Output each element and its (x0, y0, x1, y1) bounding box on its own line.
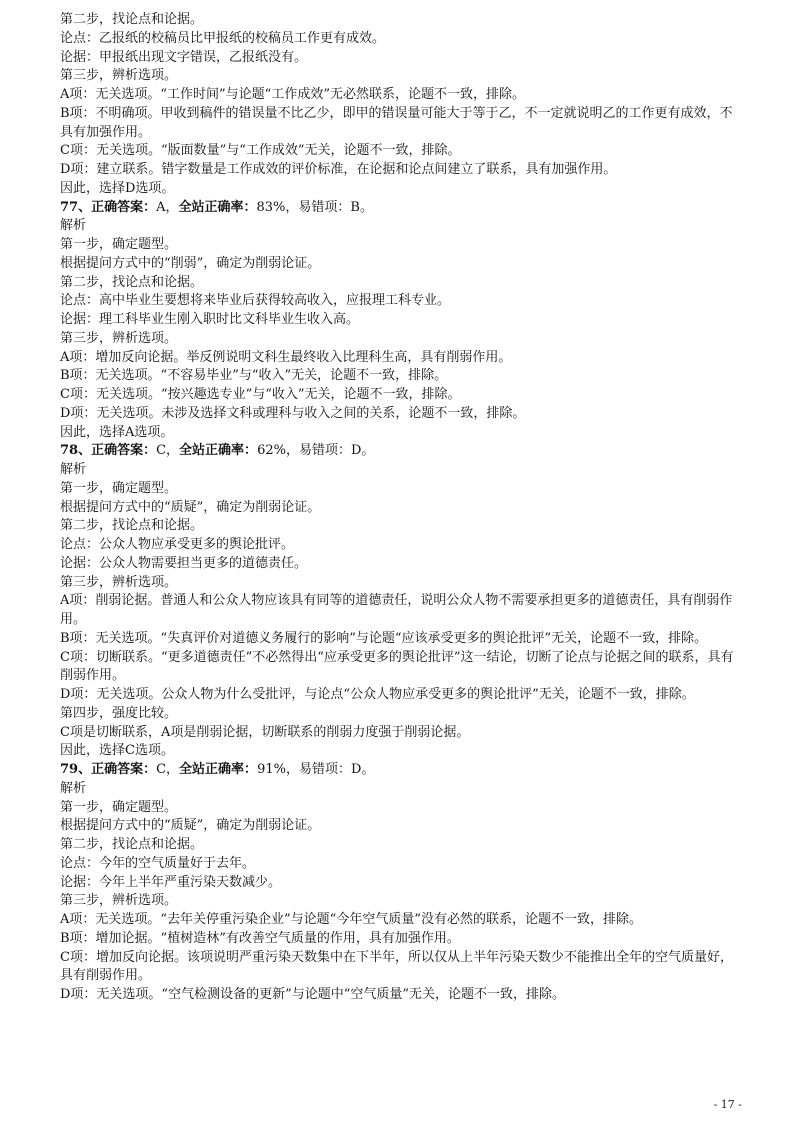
text-line: B项：无关选项。“不容易毕业”与“收入”无关，论题不一致，排除。 (60, 368, 448, 384)
text-line: 第二步，找论点和论据。 (60, 274, 204, 290)
text-line: D项：建立联系。错字数量是工作成效的评价标准，在论据和论点间建立了联系，具有加强作用。 (60, 162, 617, 177)
text-line: 第三步，辨析选项。 (60, 893, 178, 909)
page-number: - 17 - (713, 1098, 742, 1111)
text-line: C项：增加反向论据。该项说明严重污染天数集中在下半年，所以仅从上半年污染天数少不能推出全年的空气质量好，具有削弱作用。 (60, 949, 733, 984)
text-line: 第二步，找论点和论据。 (60, 12, 204, 27)
text-line: C项：切断联系。“更多道德责任”不必然得出“应承受更多的舆论批评”这一结论，切断了论点与论据之间的联系，具有削弱作用。 (60, 649, 734, 684)
text-line: 论据：理工科毕业生刚入职时比文科毕业生收入高。 (60, 312, 360, 327)
text-line: D项：无关选项。“空气检测设备的更新”与论题中“空气质量”无关，论题不一致，排除。 (60, 987, 566, 1002)
text-line: C项：无关选项。“版面数量”与“工作成效”无关，论题不一致，排除。 (60, 143, 461, 159)
text-line: 根据提问方式中的“削弱”，确定为削弱论证。 (60, 255, 321, 271)
text-line: 解析 (60, 218, 87, 234)
text-line: 解析 (60, 780, 87, 796)
text-line: 论点：乙报纸的校稿员比甲报纸的校稿员工作更有成效。 (60, 30, 386, 46)
text-line: 第一步，确定题型。 (60, 237, 178, 252)
text-line: C项是切断联系，A项是削弱论据，切断联系的削弱力度强于削弱论据。 (60, 724, 470, 740)
text-line: 根据提问方式中的“质疑”，确定为削弱论证。 (60, 818, 321, 834)
text-line: 论据：今年上半年严重污染天数减少。 (60, 874, 282, 890)
text-line: 第三步，辨析选项。 (60, 330, 178, 346)
text-line: 论点：公众人物应承受更多的舆论批评。 (60, 537, 295, 552)
text-line: 论点：高中毕业生要想将来毕业后获得较高收入，应报理工科专业。 (60, 293, 451, 309)
text-line: B项：不明确项。甲收到稿件的错误量不比乙少，即甲的错误量可能大于等于乙，不一定就说明乙的工作更有成效，不具有加强作用。 (60, 105, 733, 140)
answer-heading: 77、正确答案：A，全站正确率：83%，易错项：B。 (60, 199, 373, 215)
text-line: 第一步，确定题型。 (60, 799, 178, 815)
text-line: B项：增加论据。“植树造林”有改善空气质量的作用，具有加强作用。 (60, 930, 460, 946)
text-line: 第三步，辨析选项。 (60, 68, 178, 84)
text-line: 根据提问方式中的“质疑”，确定为削弱论证。 (60, 499, 321, 515)
text-line: 因此，选择C选项。 (60, 743, 174, 759)
answer-heading: 79、正确答案：C，全站正确率：91%，易错项：D。 (60, 762, 375, 777)
text-line: 因此，选择D选项。 (60, 180, 175, 196)
text-line: 第三步，辨析选项。 (60, 574, 178, 590)
text-line: A项：增加反向论据。举反例说明文科生最终收入比理科生高，具有削弱作用。 (60, 349, 512, 365)
question-78 (60, 442, 742, 761)
text-line: 解析 (60, 462, 87, 477)
question-79 (60, 761, 742, 1005)
text-line: 第二步，找论点和论据。 (60, 837, 204, 852)
text-line: 第一步，确定题型。 (60, 480, 178, 496)
text-line: 第四步，强度比较。 (60, 705, 178, 721)
text-line: A项：无关选项。“去年关停重污染企业”与论题“今年空气质量”没有必然的联系，论题不一致，排除。 (60, 912, 642, 927)
text-line: 论据：公众人物需要担当更多的道德责任。 (60, 555, 308, 571)
question-77 (60, 199, 742, 443)
text-line: D项：无关选项。未涉及选择文科或理科与收入之间的关系，论题不一致，排除。 (60, 405, 526, 421)
text-line: A项：削弱论据。普通人和公众人物应该具有同等的道德责任，说明公众人物不需要承担更多的道德责任，具有削弱作用。 (60, 593, 733, 627)
answer-heading: 78、正确答案：C，全站正确率：62%，易错项：D。 (60, 443, 375, 459)
text-line: 第二步，找论点和论据。 (60, 518, 204, 534)
text-line: C项：无关选项。“按兴趣选专业”与“收入”无关，论题不一致，排除。 (60, 387, 461, 402)
text-line: 因此，选择A选项。 (60, 424, 174, 440)
text-line: 论点：今年的空气质量好于去年。 (60, 855, 256, 871)
text-line: B项：无关选项。“失真评价对道德义务履行的影响”与论题“应该承受更多的舆论批评”无关，论题不一致，排除。 (60, 630, 708, 646)
text-line: 论据：甲报纸出现文字错误，乙报纸没有。 (60, 49, 308, 65)
text-line: D项：无关选项。公众人物为什么受批评，与论点“公众人物应承受更多的舆论批评”无关，论题不一致，排除。 (60, 687, 695, 702)
text-line: A项：无关选项。“工作时间”与论题“工作成效”无必然联系，论题不一致，排除。 (60, 87, 525, 102)
document-page (60, 11, 742, 1005)
top-block (60, 11, 742, 199)
